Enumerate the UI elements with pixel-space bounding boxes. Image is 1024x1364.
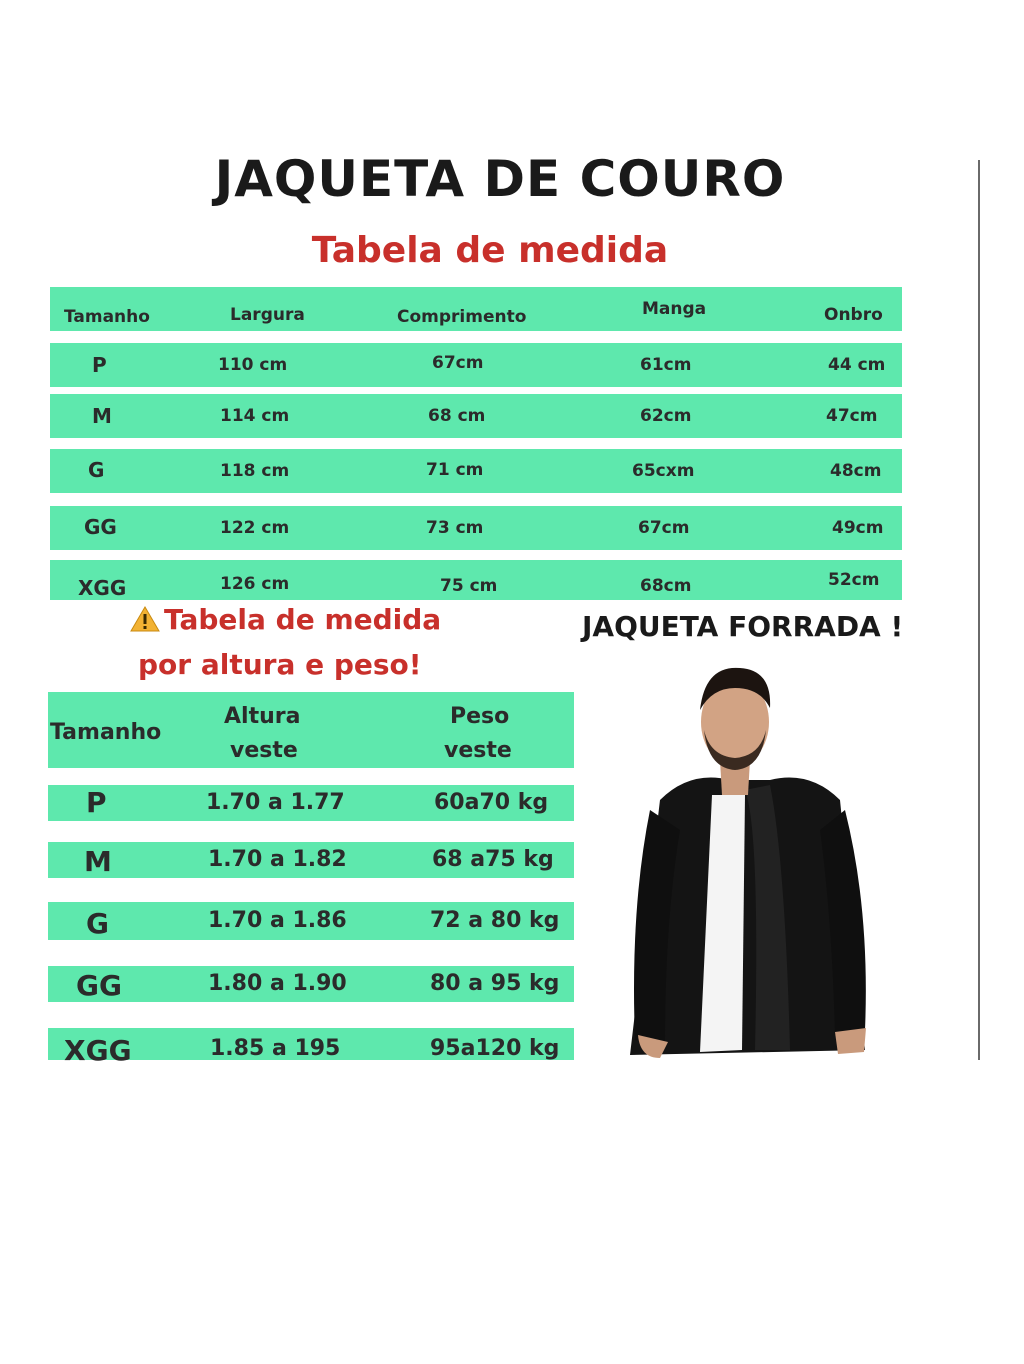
onbro-cell: 47cm	[826, 406, 878, 426]
page-subtitle: Tabela de medida	[311, 230, 669, 271]
comprimento-cell: 71 cm	[426, 460, 484, 480]
peso-cell: 95a120 kg	[430, 1036, 560, 1061]
model-photo	[620, 660, 880, 1060]
largura-cell: 118 cm	[220, 461, 290, 481]
header-peso-line2: veste	[444, 738, 512, 763]
header-peso-line1: Peso	[450, 704, 510, 729]
lined-jacket-label: JAQUETA FORRADA !	[582, 610, 904, 643]
table-row	[50, 560, 902, 600]
vertical-divider	[978, 160, 980, 1060]
peso-cell: 80 a 95 kg	[430, 971, 560, 996]
largura-cell: 126 cm	[220, 574, 290, 594]
altura-cell: 1.70 a 1.86	[208, 908, 347, 933]
table-row	[48, 902, 574, 940]
onbro-cell: 48cm	[830, 461, 882, 481]
header-manga: Manga	[642, 299, 707, 319]
header-altura-line2: veste	[230, 738, 298, 763]
size-cell: GG	[84, 515, 117, 539]
size-cell: G	[86, 907, 109, 940]
largura-cell: 114 cm	[220, 406, 290, 426]
warning-line-2: por altura e peso!	[138, 648, 422, 681]
largura-cell: 110 cm	[218, 355, 288, 375]
comprimento-cell: 75 cm	[440, 576, 498, 596]
peso-cell: 68 a75 kg	[432, 847, 554, 872]
measurement-table-header	[50, 287, 902, 331]
manga-cell: 61cm	[640, 355, 692, 375]
table-row	[50, 343, 902, 387]
altura-cell: 1.85 a 195	[210, 1036, 341, 1061]
height-weight-table-header	[48, 692, 574, 768]
altura-cell: 1.70 a 1.82	[208, 847, 347, 872]
size-cell: P	[86, 786, 107, 819]
header-onbro: Onbro	[824, 305, 883, 325]
warning-heading	[130, 603, 441, 636]
onbro-cell: 44 cm	[828, 355, 886, 375]
size-cell: XGG	[78, 576, 127, 600]
comprimento-cell: 68 cm	[428, 406, 486, 426]
peso-cell: 60a70 kg	[434, 790, 549, 815]
header-altura-line1: Altura	[224, 704, 301, 729]
size-cell: XGG	[64, 1034, 132, 1067]
size-cell: G	[88, 458, 105, 482]
warning-icon	[130, 606, 160, 632]
manga-cell: 68cm	[640, 576, 692, 596]
table-row	[50, 449, 902, 493]
page-title: JAQUETA DE COURO	[214, 150, 786, 208]
peso-cell: 72 a 80 kg	[430, 908, 560, 933]
size-cell: M	[92, 404, 112, 428]
table-row	[48, 966, 574, 1002]
manga-cell: 67cm	[638, 518, 690, 538]
comprimento-cell: 73 cm	[426, 518, 484, 538]
warning-line-1: Tabela de medida	[164, 603, 442, 636]
comprimento-cell: 67cm	[432, 353, 484, 373]
header-tamanho: Tamanho	[50, 720, 162, 745]
size-cell: M	[84, 845, 112, 878]
onbro-cell: 49cm	[832, 518, 884, 538]
table-row	[48, 1028, 574, 1067]
manga-cell: 65cxm	[632, 461, 695, 481]
manga-cell: 62cm	[640, 406, 692, 426]
largura-cell: 122 cm	[220, 518, 290, 538]
table-row	[50, 506, 902, 550]
onbro-cell: 52cm	[828, 570, 880, 590]
altura-cell: 1.80 a 1.90	[208, 971, 347, 996]
header-comprimento: Comprimento	[397, 307, 527, 327]
size-cell: GG	[76, 969, 122, 1002]
size-cell: P	[92, 353, 107, 377]
header-largura: Largura	[230, 305, 305, 325]
table-row	[48, 842, 574, 878]
altura-cell: 1.70 a 1.77	[206, 790, 345, 815]
table-row	[50, 394, 902, 438]
header-tamanho: Tamanho	[64, 307, 150, 327]
table-row	[48, 785, 574, 821]
